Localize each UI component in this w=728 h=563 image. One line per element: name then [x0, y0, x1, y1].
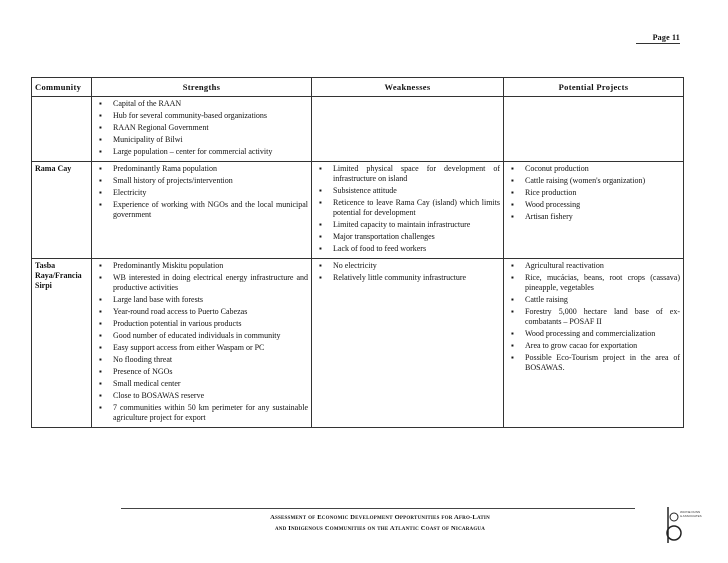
table-header-row — [32, 78, 684, 97]
footer-line-1: Assessment of Economic Development Opportunities for Afro-Latin — [270, 514, 490, 521]
strength-list — [95, 164, 308, 220]
project-item: ▪ Rice, mucácias, beans, root crops (cassava) pineapple, vegetables — [507, 273, 680, 293]
strength-item: ▪ No flooding threat — [95, 355, 308, 365]
strength-item: ▪ Large land base with forests — [95, 295, 308, 305]
community-cell: Tasba Raya/Francia Sirpi — [32, 259, 92, 428]
weakness-list — [315, 261, 500, 283]
project-item: ▪ Forestry 5,000 hectare land base of ex-combatants – POSAF II — [507, 307, 680, 327]
project-cell — [504, 259, 684, 428]
assessment-table — [31, 77, 684, 428]
community-cell: Rama Cay — [32, 162, 92, 259]
strength-item: ▪ Small history of projects/intervention — [95, 176, 308, 186]
logo-text: WAYNE DUNN & ASSOCIATES — [680, 510, 702, 518]
strength-item: ▪ WB interested in doing electrical energy infrastructure and productive activities — [95, 273, 308, 293]
project-item: ▪ Cattle raising (women's organization) — [507, 176, 680, 186]
strength-item: ▪ 7 communities within 50 km perimeter for any sustainable agriculture project for export — [95, 403, 308, 423]
project-item: ▪ Coconut production — [507, 164, 680, 174]
project-item: ▪ Wood processing and commercialization — [507, 329, 680, 339]
header-community: Community — [32, 78, 92, 97]
table-row — [32, 162, 684, 259]
footer-rule — [121, 508, 635, 509]
strength-item: ▪ Year-round road access to Puerto Cabezas — [95, 307, 308, 317]
table-row — [32, 259, 684, 428]
strength-list — [95, 99, 308, 157]
strength-list — [95, 261, 308, 423]
project-item: ▪ Agricultural reactivation — [507, 261, 680, 271]
strength-item: ▪ Easy support access from either Waspam or PC — [95, 343, 308, 353]
table-row — [32, 97, 684, 162]
weakness-item: ▪ Limited physical space for development of infrastructure on island — [315, 164, 500, 184]
strength-item: ▪ RAAN Regional Government — [95, 123, 308, 133]
weakness-item: ▪ Subsistence attitude — [315, 186, 500, 196]
weakness-item: ▪ Reticence to leave Rama Cay (island) which limits potential for development — [315, 198, 500, 218]
strength-item: ▪ Predominantly Rama population — [95, 164, 308, 174]
strength-cell — [92, 97, 312, 162]
weakness-cell — [312, 97, 504, 162]
project-item: ▪ Cattle raising — [507, 295, 680, 305]
strength-item: ▪ Municipality of Bilwi — [95, 135, 308, 145]
strength-item: ▪ Large population – center for commercial activity — [95, 147, 308, 157]
footer — [180, 512, 580, 534]
strength-item: ▪ Predominantly Miskitu population — [95, 261, 308, 271]
strength-item: ▪ Hub for several community-based organizations — [95, 111, 308, 121]
header-potential-projects: Potential Projects — [504, 78, 684, 97]
strength-item: ▪ Experience of working with NGOs and the local municipal government — [95, 200, 308, 220]
strength-item: ▪ Production potential in various products — [95, 319, 308, 329]
weakness-cell — [312, 259, 504, 428]
weakness-item: ▪ Limited capacity to maintain infrastructure — [315, 220, 500, 230]
project-cell — [504, 97, 684, 162]
project-list — [507, 261, 680, 373]
weakness-item: ▪ Lack of food to feed workers — [315, 244, 500, 254]
project-item: ▪ Wood processing — [507, 200, 680, 210]
page-number: Page 11 — [652, 33, 680, 42]
project-item: ▪ Rice production — [507, 188, 680, 198]
weakness-item: ▪ Major transportation challenges — [315, 232, 500, 242]
strength-item: ▪ Small medical center — [95, 379, 308, 389]
project-list — [507, 164, 680, 222]
table-body — [32, 97, 684, 428]
project-cell — [504, 162, 684, 259]
strength-item: ▪ Close to BOSAWAS reserve — [95, 391, 308, 401]
weakness-item: ▪ Relatively little community infrastructure — [315, 273, 500, 283]
weakness-item: ▪ No electricity — [315, 261, 500, 271]
strength-item: ▪ Good number of educated individuals in community — [95, 331, 308, 341]
community-cell — [32, 97, 92, 162]
header-weaknesses: Weaknesses — [312, 78, 504, 97]
strength-cell — [92, 259, 312, 428]
strength-cell — [92, 162, 312, 259]
weakness-cell — [312, 162, 504, 259]
header-strengths: Strengths — [92, 78, 312, 97]
project-item: ▪ Area to grow cacao for exportation — [507, 341, 680, 351]
strength-item: ▪ Presence of NGOs — [95, 367, 308, 377]
project-item: ▪ Artisan fishery — [507, 212, 680, 222]
footer-line-2: and Indigenous Communities on the Atlantic Coast of Nicaragua — [274, 525, 486, 532]
page-number-rule — [636, 43, 680, 44]
weakness-list — [315, 164, 500, 254]
strength-item: ▪ Capital of the RAAN — [95, 99, 308, 109]
project-item: ▪ Possible Eco-Tourism project in the area of BOSAWAS. — [507, 353, 680, 373]
strength-item: ▪ Electricity — [95, 188, 308, 198]
